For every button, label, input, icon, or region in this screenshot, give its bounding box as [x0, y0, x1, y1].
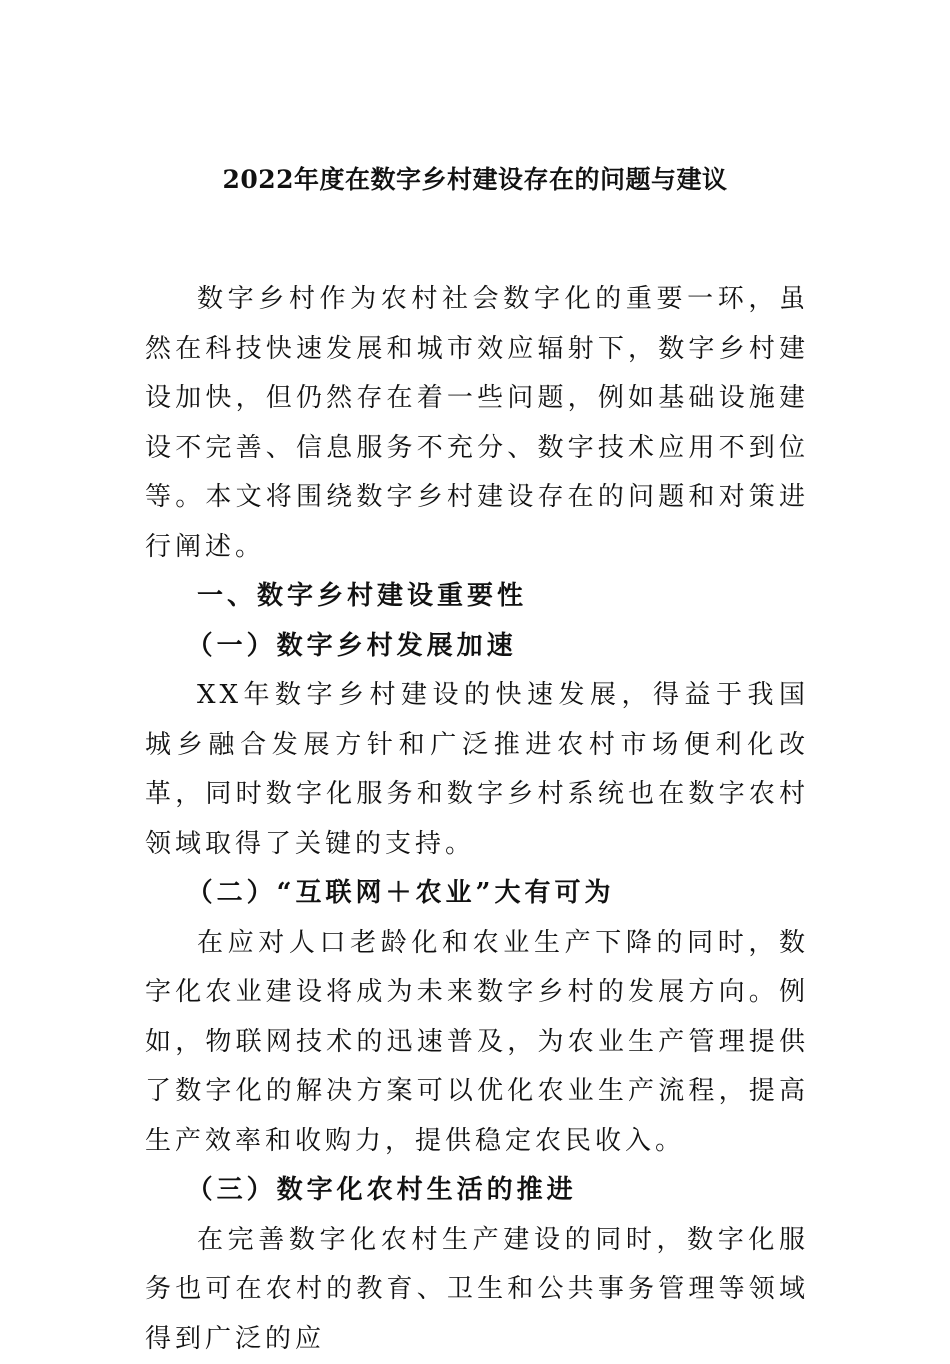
paragraph-1: XX年数字乡村建设的快速发展，得益于我国城乡融合发展方针和广泛推进农村市场便利化改革，同时数字化服务和数字乡村系统也在数字农村领域取得了关键的支持。 [145, 671, 809, 869]
subheading-3: （三）数字化农村生活的推进 [145, 1166, 809, 1216]
paragraph-3: 在完善数字化农村生产建设的同时，数字化服务也可在农村的教育、卫生和公共事务管理等领域得到广泛的应 [145, 1216, 809, 1364]
document-title: 2022年度在数字乡村建设存在的问题与建议 [0, 160, 950, 200]
subheading-1: （一）数字乡村发展加速 [145, 622, 809, 672]
paragraph-2: 在应对人口老龄化和农业生产下降的同时，数字化农业建设将成为未来数字乡村的发展方向。例如，物联网技术的迅速普及，为农业生产管理提供了数字化的解决方案可以优化农业生产流程，提高生产效率和收购力，提供稳定农民收入。 [145, 919, 809, 1167]
intro-paragraph: 数字乡村作为农村社会数字化的重要一环，虽然在科技快速发展和城市效应辐射下，数字乡村建设加快，但仍然存在着一些问题，例如基础设施建设不完善、信息服务不充分、数字技术应用不到位等。本文将围绕数字乡村建设存在的问题和对策进行阐述。 [145, 275, 809, 572]
subheading-2: （二）“互联网＋农业”大有可为 [145, 869, 809, 919]
section-heading-1: 一、数字乡村建设重要性 [145, 572, 809, 622]
document-body [145, 275, 809, 1364]
